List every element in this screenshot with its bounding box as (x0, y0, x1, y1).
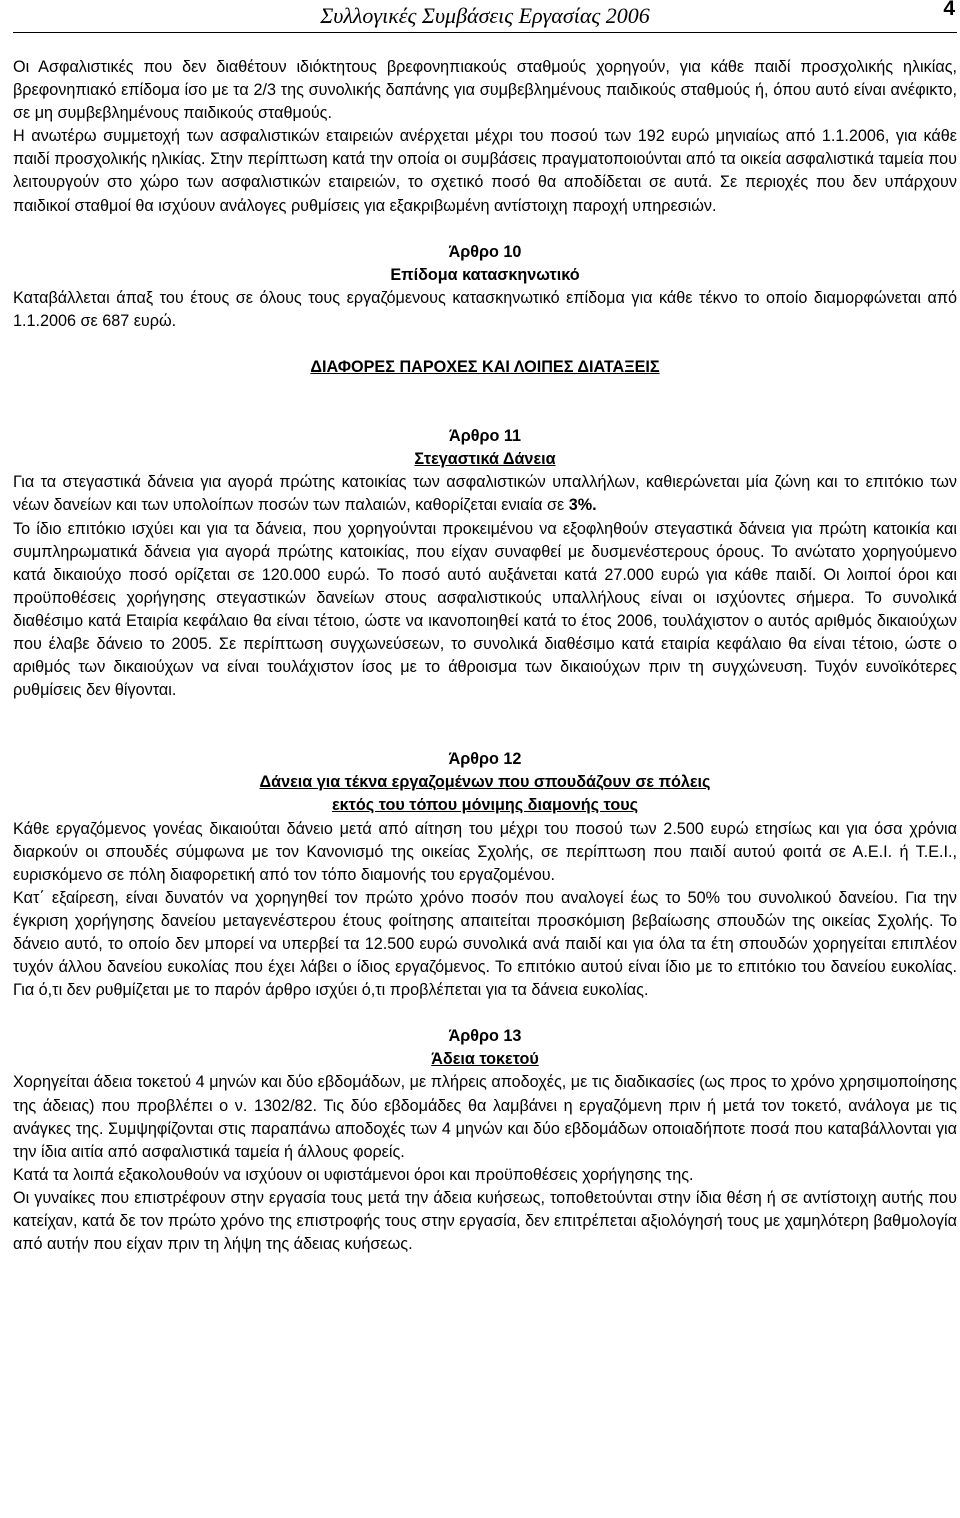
article-10-paragraph: Καταβάλλεται άπαξ του έτους σε όλους τους εργαζόμενους κατασκηνωτικό επίδομα για κάθε τέκνο το οποίο διαμορφώνεται από 1.1.2006 σε 687 ευρώ. (13, 288, 957, 330)
article-13-paragraph-1: Χορηγείται άδεια τοκετού 4 μηνών και δύο εβδομάδων, με πλήρεις αποδοχές, με τις διαδικασίες (ως προς το χρόνο χρησιμοποίησης της άδειας) που προβλέπει ο ν. 1302/82. Τις δύο εβδομάδες θα λαμβάνει η εργαζόμενη πριν ή μετά τον τοκετό, ανάλογα με τις ανάγκες της. Συμψηφίζονται στις παραπάνω αποδοχές των 4 μηνών και δύο εβδομάδων οποιαδήποτε ποσά που καταβάλλονται για την ίδια αιτία από ασφαλιστικά ταμεία ή άλλους φορείς. (13, 1073, 957, 1161)
article-10-title: Επίδομα κατασκηνωτικό (390, 265, 580, 284)
article-12-number: Άρθρο 12 (448, 750, 522, 769)
page-header (13, 0, 957, 33)
article-10-number: Άρθρο 10 (448, 242, 522, 261)
document-title: Συλλογικές Συμβάσεις Εργασίας 2006 (320, 3, 650, 28)
article-11-paragraph-1-text: Για τα στεγαστικά δάνεια για αγορά πρώτης κατοικίας των ασφαλιστικών υπαλλήλων, καθιερώνεται μία ζώνη και το επιτόκιο των νέων δανείων και των υπολοίπων ποσών των παλαιών, καθορίζεται ενιαία σε (13, 473, 957, 515)
article-12-title-line-2: εκτός του τόπου μόνιμης διαμονής τους (331, 796, 639, 815)
interest-rate: 3%. (568, 496, 597, 515)
article-12-paragraph-1: Κάθε εργαζόμενος γονέας δικαιούται δάνειο μετά από αίτηση του μέχρι του ποσού των 2.500 ευρώ ετησίως και για όσα χρόνια διαρκούν οι σπουδές σύμφωνα με τον Κανονισμό της οικείας Σχολής, σε περίπτωση που παιδί αυτού φοιτά σε Α.Ε.Ι. ή Τ.Ε.Ι., ευρισκόμενο σε πόλη διαφορετική από τον τόπο διαμονής του εργαζομένου. (13, 819, 957, 884)
article-13-paragraph-3: Οι γυναίκες που επιστρέφουν στην εργασία τους μετά την άδεια κυήσεως, τοποθετούνται στην ίδια θέση ή σε αντίστοιχη αυτής που κατείχαν, κατά δε τον πρώτο χρόνο της επιστροφής τους στην εργασία, δεν επιτρέπεται αξιολόγησή τους με χαμηλότερη βαθμολογία από αυτήν που είχαν πριν τη λήψη της άδειας κυήσεως. (13, 1188, 957, 1254)
article-11-title: Στεγαστικά Δάνεια (414, 450, 556, 469)
article-13-paragraph-2: Κατά τα λοιπά εξακολουθούν να ισχύουν οι υφιστάμενοι όροι και προϋποθέσεις χορήγησης της. (13, 1165, 694, 1184)
intro-paragraph-2: Η ανωτέρω συμμετοχή των ασφαλιστικών εταιρειών ανέρχεται μέχρι του ποσού των 192 ευρώ μηνιαίως από 1.1.2006, για κάθε παιδί προσχολικής ηλικίας. Στην περίπτωση κατά την οποία οι συμβάσεις πραγματοποιούνται από τα οικεία ασφαλιστικά ταμεία που λειτουργούν στο χώρο των ασφαλιστικών εταιρειών, το σχετικό ποσό θα αποδίδεται σε αυτά. Σε περιοχές που δεν υπάρχουν παιδικοί σταθμοί θα ισχύουν ανάλογες ρυθμίσεις για εξακριβωμένη αντίστοιχη παροχή υπηρεσιών. (13, 127, 957, 215)
article-13-number: Άρθρο 13 (448, 1027, 522, 1046)
section-heading: ΔΙΑΦΟΡΕΣ ΠΑΡΟΧΕΣ ΚΑΙ ΛΟΙΠΕΣ ΔΙΑΤΑΞΕΙΣ (310, 358, 660, 377)
article-11-number: Άρθρο 11 (449, 427, 521, 446)
document-body (13, 56, 957, 1256)
page-number: 4 (943, 0, 955, 20)
article-12-paragraph-2: Κατ΄ εξαίρεση, είναι δυνατόν να χορηγηθεί τον πρώτο χρόνο ποσόν που αναλογεί έως το 50% του συνολικού δανείου. Για την έγκριση χορήγησης δανείου μεταγενέστερου έτους φοίτησης απαιτείται προσκόμιση βεβαίωσης σπουδών της οικείας Σχολής. Το δάνειο αυτό, το οποίο δεν μπορεί να υπερβεί τα 12.500 ευρώ συνολικά ανά παιδί και για όλα τα έτη σπουδών χορηγείται επιπλέον τυχόν άλλου δανείου ευκολίας που έχει λάβει ο ίδιος εργαζόμενος. Το επιτόκιο αυτού είναι ίδιο με το επιτόκιο του δανείου ευκολίας. Για ό,τι δεν ρυθμίζεται με το παρόν άρθρο ισχύει ό,τι προβλέπεται για τα δάνεια ευκολίας. (13, 888, 957, 1000)
article-12-title-line-1: Δάνεια για τέκνα εργαζομένων που σπουδάζουν σε πόλεις (259, 773, 711, 792)
intro-paragraph-1: Οι Ασφαλιστικές που δεν διαθέτουν ιδιόκτητους βρεφονηπιακούς σταθμούς χορηγούν, για κάθε παιδί προσχολικής ηλικίας, βρεφονηπιακό επίδομα ίσο με τα 2/3 της συνολικής δαπάνης για συμβεβλημένους παιδικούς σταθμούς ή, όπου αυτό είναι ανέφικτο, σε μη συμβεβλημένους παιδικούς σταθμούς. (13, 58, 957, 123)
article-11-paragraph-2: Το ίδιο επιτόκιο ισχύει και για τα δάνεια, που χορηγούνται προκειμένου να εξοφληθούν στεγαστικά δάνεια για πρώτη κατοικία και συμπληρωματικά δάνεια για αγορά πρώτης κατοικίας, που είχαν συναφθεί με δυσμενέστερους όρους. Το ανώτατο χορηγούμενο κατά δικαιούχο ποσό ορίζεται σε 120.000 ευρώ. Το ποσό αυτό αυξάνεται κατά 27.000 ευρώ για κάθε παιδί. Οι λοιποί όροι και προϋποθέσεις χορήγησης στεγαστικών δανείων στους ασφαλιστικούς υπαλλήλους είναι οι ισχύοντες σήμερα. Το συνολικά διαθέσιμο κατά Εταιρία κεφάλαιο θα είναι τέτοιο, ώστε να ικανοποιηθεί κατά το έτος 2006, τουλάχιστον ο αυτός αριθμός δικαιούχων που έλαβε δάνειο το 2005. Σε περίπτωση συγχωνεύσεων, το συνολικά διαθέσιμο κατά εταιρία κεφάλαιο θα είναι τέτοιο, ώστε ο αριθμός των δικαιούχων να είναι τουλάχιστον ίσος με το άθροισμα των δικαιούχων πριν τη συγχώνευση. Τυχόν ευνοϊκότερες ρυθμίσεις δεν θίγονται. (13, 519, 957, 700)
article-11-paragraph-1 (13, 471, 957, 517)
article-13-title: Άδεια τοκετού (431, 1050, 539, 1069)
